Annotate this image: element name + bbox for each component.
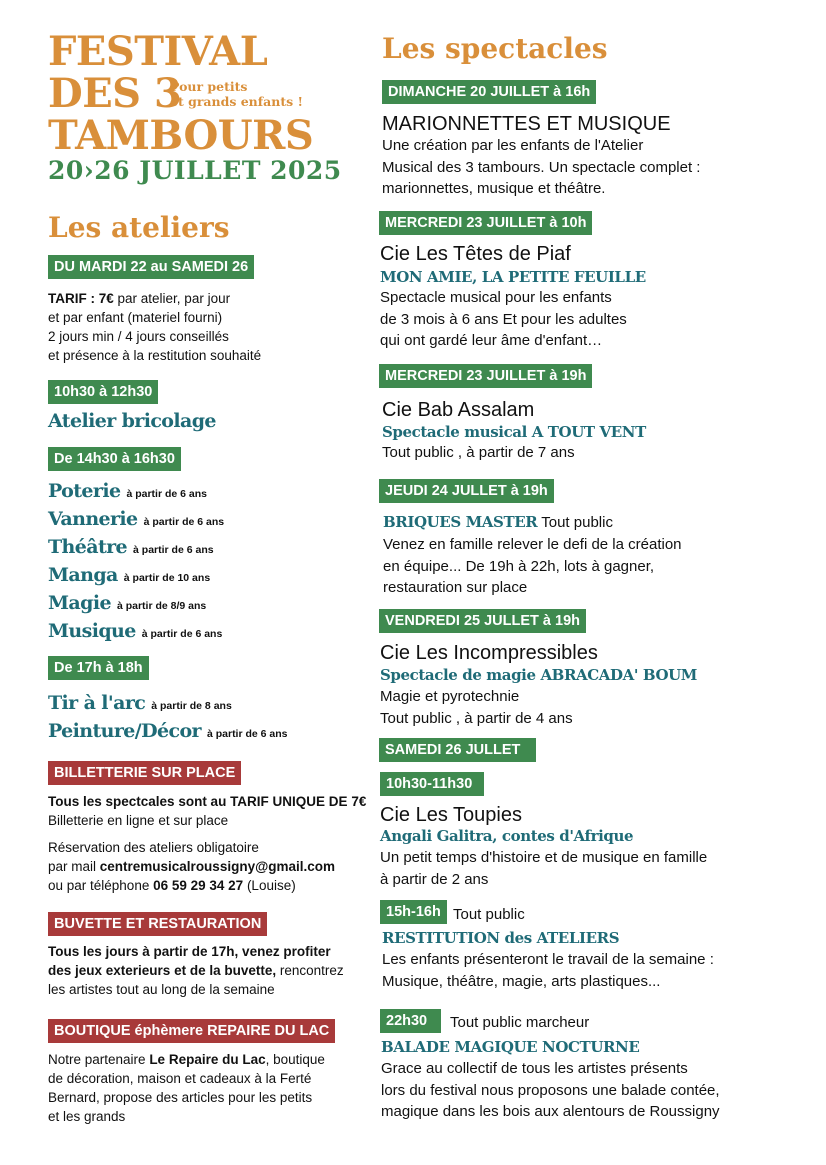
activity-name: Théâtre (48, 536, 128, 558)
buvette-line: des jeux exterieurs et de la buvette, rencontrez (48, 963, 344, 978)
show-title: MON AMIE, LA PETITE FEUILLE (380, 268, 646, 286)
show-description: Magie et pyrotechnie Tout public , à partir de 4 ans (380, 688, 573, 727)
tarif-line: et par enfant (materiel fourni) (48, 310, 223, 325)
show-description: Grace au collectif de tous les artistes présents lors du festival nous proposons une balade contée, magique dans les bois aux alentours de Roussigny (381, 1060, 720, 1120)
show-title: Angali Galitra, contes d'Afrique (380, 827, 634, 845)
buvette-line: Tous les jours à partir de 17h, venez profiter (48, 944, 331, 959)
boutique-line: de décoration, maison et cadeaux à la Ferté (48, 1071, 312, 1086)
show-date-bar: MERCREDI 23 JUILLET à 19h (379, 364, 592, 388)
contact-email[interactable]: centremusicalroussigny@gmail.com (99, 859, 336, 874)
show-title-line: BRIQUES MASTER Tout public (383, 513, 613, 531)
ateliers-period-bar: DU MARDI 22 au SAMEDI 26 (48, 255, 254, 279)
show-date-bar: JEUDI 24 JULLET à 19h (379, 479, 554, 503)
boutique-line: Bernard, propose des articles pour les petits (48, 1090, 313, 1105)
time-bar: 15h-16h (380, 900, 447, 924)
activity-age: à partir de 8 ans (151, 700, 232, 712)
billetterie-block (48, 792, 378, 895)
show-description: Une création par les enfants de l'Atelier Musical des 3 tambours. Un spectacle complet : marionnettes, musique et théâtre. (382, 137, 701, 197)
buvette-block (48, 942, 378, 999)
show-title: MARIONNETTES ET MUSIQUE (382, 113, 671, 135)
activity-item (48, 564, 210, 586)
boutique-line: et les grands (48, 1109, 126, 1124)
show-title: Spectacle de magie ABRACADA' BOUM (380, 666, 698, 684)
audience-label: Tout public marcheur (450, 1014, 590, 1031)
activity-item (48, 692, 232, 714)
show-date-bar: MERCREDI 23 JUILLET à 10h (379, 211, 592, 235)
activity-name: Magie (48, 592, 111, 614)
slot-bar-afternoon: De 14h30 à 16h30 (48, 447, 181, 471)
tarif-block (48, 289, 368, 365)
spectacles-heading: Les spectacles (382, 32, 608, 65)
activity-age: à partir de 6 ans (133, 544, 214, 556)
activity-name: Manga (48, 564, 118, 586)
activity-name: Tir à l'arc (48, 692, 146, 714)
activity-age: à partir de 10 ans (123, 572, 211, 584)
festival-dates: 20›26 JUILLET 2025 (48, 156, 342, 185)
activity-name: Poterie (48, 480, 121, 502)
atelier-bricolage: Atelier bricolage (48, 410, 216, 432)
tarif-line: et présence à la restitution souhaité (48, 348, 262, 363)
activity-age: à partir de 6 ans (126, 488, 207, 500)
billetterie-line: Réservation des ateliers obligatoire (48, 840, 259, 855)
show-company: Cie Les Têtes de Piaf (380, 243, 571, 265)
ateliers-heading: Les ateliers (48, 211, 230, 244)
boutique-block (48, 1050, 378, 1126)
activity-age: à partir de 6 ans (206, 728, 288, 740)
activity-name: Vannerie (48, 508, 138, 530)
billetterie-bar: BILLETTERIE SUR PLACE (48, 761, 241, 785)
billetterie-line: Billetterie en ligne et sur place (48, 813, 229, 828)
tarif-line: 2 jours min / 4 jours conseillés (48, 329, 229, 344)
billetterie-line: par mail centremusicalroussigny@gmail.com (48, 859, 336, 874)
activity-item (48, 480, 207, 502)
show-company: Cie Les Toupies (380, 804, 522, 826)
show-title: BRIQUES MASTER (383, 513, 538, 531)
show-description: Tout public , à partir de 7 ans (382, 444, 575, 461)
activity-item (48, 720, 288, 742)
show-company: Cie Les Incompressibles (380, 642, 598, 664)
show-title: Spectacle musical A TOUT VENT (382, 423, 646, 441)
tarif-label: TARIF : 7€ (48, 291, 114, 306)
tarif-rest: par atelier, par jour (113, 291, 231, 306)
activity-item (48, 592, 206, 614)
boutique-line: Notre partenaire Le Repaire du Lac, boutique (48, 1052, 325, 1067)
show-title: BALADE MAGIQUE NOCTURNE (381, 1038, 640, 1056)
activity-age: à partir de 6 ans (141, 628, 223, 640)
show-description: Un petit temps d'histoire et de musique en famille à partir de 2 ans (380, 849, 708, 888)
activity-item (48, 508, 224, 530)
show-title: RESTITUTION des ATELIERS (382, 929, 620, 947)
tagline-line2: et grands enfants ! (170, 94, 303, 109)
show-date-bar: SAMEDI 26 JULLET (379, 738, 536, 762)
buvette-line: les artistes tout au long de la semaine (48, 982, 275, 997)
boutique-bar: BOUTIQUE éphèmere REPAIRE DU LAC (48, 1019, 335, 1043)
time-bar: 22h30 (380, 1009, 441, 1033)
activity-item (48, 536, 214, 558)
activity-age: à partir de 6 ans (143, 516, 225, 528)
activity-name: Musique (48, 620, 136, 642)
show-description: Les enfants présenteront le travail de la semaine : Musique, théâtre, magie, arts plastiques... (382, 951, 714, 990)
festival-title-line3: TAMBOURS (48, 112, 314, 159)
audience-label: Tout public (453, 906, 525, 923)
show-date-bar: VENDREDI 25 JULLET à 19h (379, 609, 586, 633)
contact-phone[interactable]: 06 59 29 34 27 (153, 878, 244, 893)
activity-item (48, 620, 222, 642)
activity-age: à partir de 8/9 ans (116, 600, 207, 612)
time-bar: 10h30-11h30 (380, 772, 484, 796)
show-company: Cie Bab Assalam (382, 399, 535, 421)
show-description: Spectacle musical pour les enfants de 3 mois à 6 ans Et pour les adultes qui ont gardé leur âme d'enfant… (380, 289, 627, 349)
slot-bar-morning: 10h30 à 12h30 (48, 380, 158, 404)
activity-name: Peinture/Décor (48, 720, 201, 742)
festival-title-line1: FESTIVAL (48, 28, 268, 75)
billetterie-line: ou par téléphone 06 59 29 34 27 (Louise) (48, 878, 296, 893)
billetterie-line: Tous les spectcales sont au TARIF UNIQUE DE 7€ (48, 794, 367, 809)
festival-title-line2: DES 3 (48, 70, 182, 117)
buvette-bar: BUVETTE ET RESTAURATION (48, 912, 267, 936)
show-date-bar: DIMANCHE 20 JUILLET à 16h (382, 80, 596, 104)
slot-bar-evening: De 17h à 18h (48, 656, 149, 680)
tagline-line1: Pour petits (170, 79, 248, 94)
show-description: Venez en famille relever le defi de la création en équipe... De 19h à 22h, lots à gagner, restauration sur place (383, 536, 682, 596)
